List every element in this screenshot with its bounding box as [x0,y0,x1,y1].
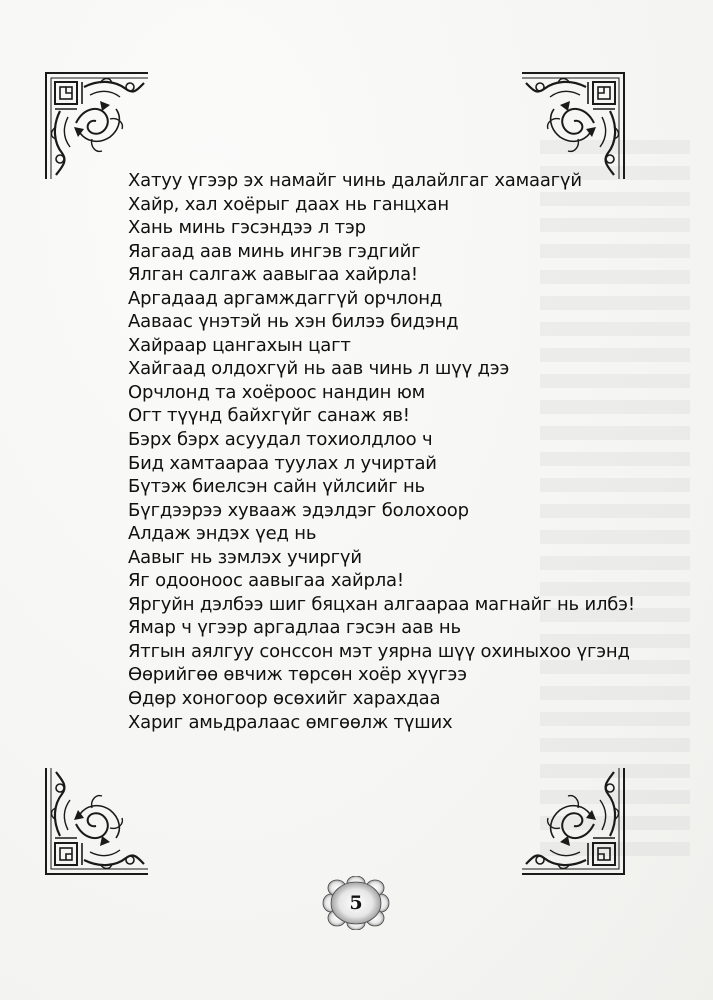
poem-line: Өөрийгөө өвчиж төрсөн хоёр хүүгээ [128,664,467,686]
poem-line: Хайгаад олдохгүй нь аав чинь л шүү дээ [128,358,510,380]
corner-ornament-icon [40,67,150,182]
poem-line: Бид хамтаараа туулах л учиртай [128,452,437,474]
poem-line: Хайр, хал хоёрыг даах нь ганцхан [128,193,449,215]
poem-line: Ааваас үнэтэй нь хэн билээ бидэнд [128,311,459,333]
poem-line: Ятгын аялгуу сонссон мэт уярна шүү охиныхоо үгэнд [128,640,630,662]
poem-line: Хань минь гэсэндээ л тэр [128,217,366,239]
poem-line: Яагаад аав минь ингэв гэдгийг [128,240,421,262]
poem-line: Бүтэж биелсэн сайн үйлсийг нь [128,476,425,498]
poem-line: Ямар ч үгээр аргадлаа гэсэн аав нь [128,617,461,639]
poem-line: Аавыг нь зэмлэх учиргүй [128,546,362,568]
poem-line: Өдөр хоногоор өсөхийг харахдаа [128,688,441,710]
poem-line: Яг одооноос аавыгаа хайрла! [128,570,404,592]
page-number: 5 [349,892,363,914]
corner-ornament-icon [520,67,630,182]
poem-line: Бүгдээрээ хувааж эдэлдэг болохоор [128,499,469,521]
page-number-badge [322,876,390,930]
poem-line: Ялган салгаж аавыгаа хайрла! [128,264,418,286]
poem-line: Хатуу үгээр эх намайг чинь далайлгаг хамаагүй [128,170,582,191]
poem-line: Огт түүнд байхгүйг санаж яв! [128,405,410,427]
corner-ornament-icon [40,765,150,880]
poem-line: Аргадаад аргамждаггүй орчлонд [128,287,443,309]
corner-ornament-icon [520,765,630,880]
poem-line: Алдаж эндэх үед нь [128,523,317,545]
poem-line: Бэрх бэрх асуудал тохиолдлоо ч [128,429,433,451]
poem-line: Орчлонд та хоёроос нандин юм [128,381,426,403]
poem-line: Яргуйн дэлбээ шиг бяцхан алгаараа магнайг нь илбэ! [128,593,635,615]
poem-line: Хайраар цангахын цагт [128,334,351,356]
poem-text [128,169,635,734]
poem-line: Хариг амьдралаас өмгөөлж түших [128,711,453,733]
